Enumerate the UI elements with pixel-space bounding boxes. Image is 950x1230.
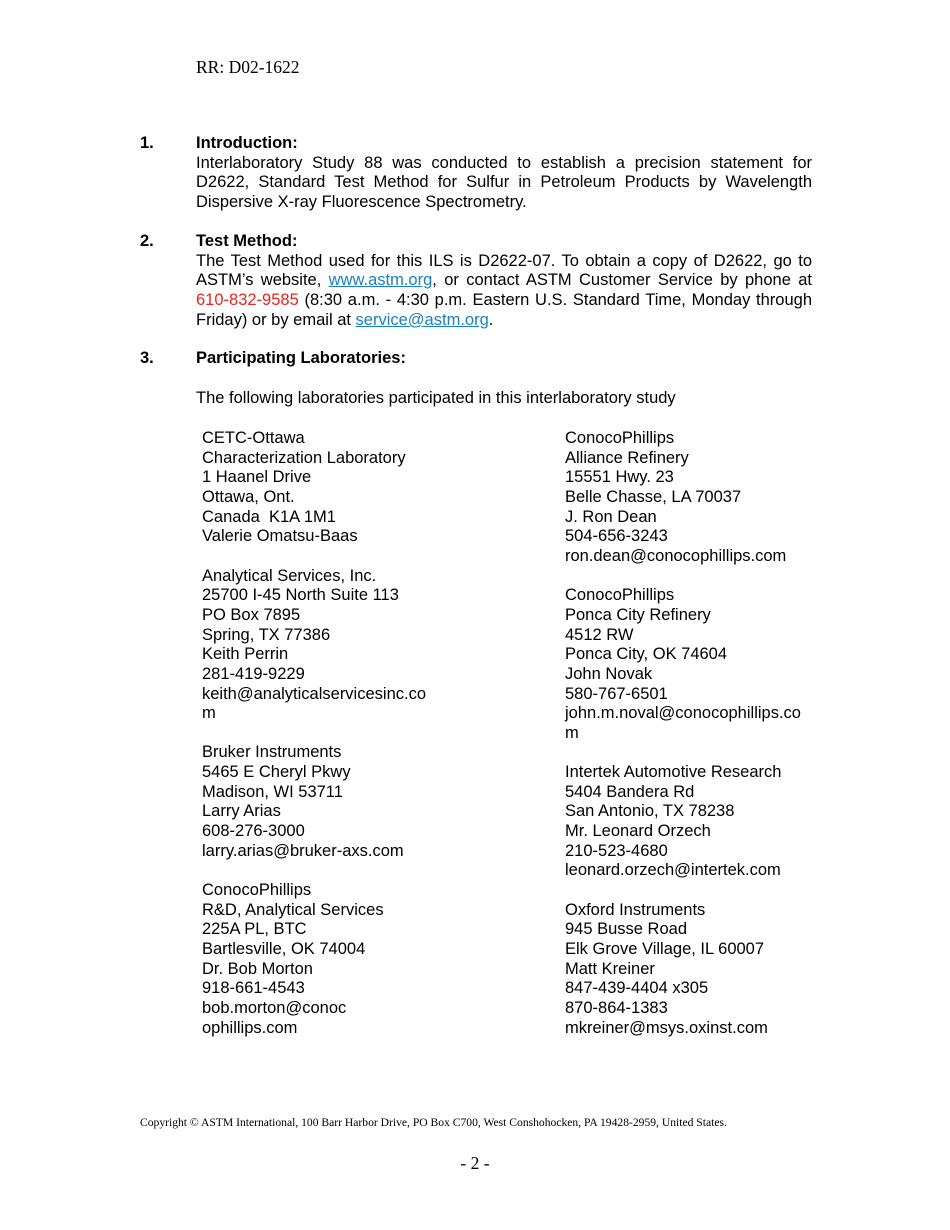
laboratory-detail-line: m [202,704,216,723]
laboratory-entry [202,429,442,547]
laboratory-list-right [565,429,815,1058]
section-text: Interlaboratory Study 88 was conducted to establish a precision statement for D2622, Standard Test Method for Sulfur in Petroleum Products by Wavelength Dispersive X-ray Fluorescence Spectrometry. [196,153,812,212]
laboratory-detail-line: mkreiner@msys.oxinst.com [565,1018,768,1037]
laboratory-detail-line: Elk Grove Village, IL 60007 [565,940,765,959]
laboratory-name: Oxford Instruments [565,900,706,919]
laboratory-detail-line: 5465 E Cheryl Pkwy [202,763,351,782]
laboratory-entry [565,763,815,881]
laboratory-detail-line: keith@analyticalservicesinc.co [202,684,427,703]
laboratory-detail-line: ron.dean@conocophillips.com [565,546,787,565]
copyright-footer: Copyright © ASTM International, 100 Barr Harbor Drive, PO Box C700, West Conshohocken, PA 19428-2959, United States. [140,1116,727,1129]
laboratory-name: Intertek Automotive Research [565,763,782,782]
section-participating-laboratories [140,349,812,369]
laboratory-detail-line: 4512 RW [565,625,634,644]
laboratory-detail-line: 210-523-4680 [565,841,668,860]
laboratory-entry [565,901,815,1039]
laboratory-name: Analytical Services, Inc. [202,566,377,585]
laboratory-name: ConocoPhillips [565,586,675,605]
laboratory-detail-line: 281-419-9229 [202,664,305,683]
laboratory-detail-line: 847-439-4404 x305 [565,979,709,998]
laboratory-detail-line: Belle Chasse, LA 70037 [565,487,742,506]
laboratory-detail-line: Keith Perrin [202,645,289,664]
section-title: Introduction: [196,134,298,152]
laboratory-detail-line: 870-864-1383 [565,998,668,1017]
laboratory-detail-line: m [565,723,579,742]
laboratory-detail-line: Larry Arias [202,802,281,821]
laboratory-entry [202,567,442,724]
section-text: The Test Method used for this ILS is D2622-07. To obtain a copy of D2622, go to ASTM’s website, [196,251,812,290]
laboratory-name: ConocoPhillips [565,429,675,447]
laboratory-detail-line: 5404 Bandera Rd [565,782,695,801]
laboratory-detail-line: R&D, Analytical Services [202,900,384,919]
laboratory-entry [565,586,815,743]
laboratory-detail-line: 504-656-3243 [565,527,668,546]
laboratory-detail-line: San Antonio, TX 78238 [565,802,735,821]
laboratory-detail-line: PO Box 7895 [202,605,301,624]
laboratory-detail-line: 608-276-3000 [202,822,305,841]
laboratory-detail-line: 25700 I-45 North Suite 113 [202,586,399,605]
laboratory-detail-line: ophillips.com [202,1018,298,1037]
laboratory-detail-line: Ottawa, Ont. [202,487,295,506]
laboratory-detail-line: Mr. Leonard Orzech [565,822,711,841]
astm-website-link[interactable]: www.astm.org [328,271,433,290]
laboratory-detail-line: leonard.orzech@intertek.com [565,861,781,880]
section-introduction [140,134,812,213]
laboratory-name: CETC-Ottawa [202,429,305,447]
section-title: Test Method: [196,232,298,250]
page-number: - 2 - [460,1153,490,1173]
section-text: . [488,310,494,329]
laboratory-detail-line: Characterization Laboratory [202,448,406,467]
laboratory-detail-line: 580-767-6501 [565,684,668,703]
laboratory-detail-line: John Novak [565,664,653,683]
report-number-header: RR: D02-1622 [196,57,300,77]
laboratory-detail-line: Ponca City, OK 74604 [565,645,728,664]
laboratory-detail-line: Spring, TX 77386 [202,625,331,644]
laboratory-detail-line: 225A PL, BTC [202,920,307,939]
section-number: 2. [140,232,154,250]
laboratory-detail-line: Madison, WI 53711 [202,782,343,801]
laboratory-list-left [202,429,442,1058]
section-number: 3. [140,349,154,367]
laboratory-detail-line: john.m.noval@conocophillips.co [565,704,801,723]
section-title: Participating Laboratories: [196,349,406,367]
service-email-link[interactable]: service@astm.org [355,310,489,329]
laboratory-detail-line: J. Ron Dean [565,507,657,526]
laboratory-detail-line: Valerie Omatsu-Baas [202,527,358,546]
laboratory-entry [202,743,442,861]
section-text: (8:30 a.m. - 4:30 p.m. Eastern U.S. Standard Time, Monday through Friday) or by email at [196,291,812,329]
laboratory-detail-line: 918-661-4543 [202,979,305,998]
laboratory-entry [202,881,442,1038]
laboratory-detail-line: 1 Haanel Drive [202,468,312,487]
laboratory-detail-line: larry.arias@bruker-axs.com [202,841,404,860]
laboratory-name: Bruker Instruments [202,743,342,762]
laboratory-detail-line: bob.morton@conoc [202,998,347,1017]
laboratory-detail-line: 15551 Hwy. 23 [565,468,674,487]
laboratory-detail-line: Bartlesville, OK 74004 [202,940,366,959]
laboratory-detail-line: 945 Busse Road [565,920,688,939]
laboratory-detail-line: Canada K1A 1M1 [202,507,336,526]
section-number: 1. [140,134,154,152]
section-text: , or contact ASTM Customer Service by phone at [432,271,812,290]
laboratory-detail-line: Dr. Bob Morton [202,959,313,978]
laboratory-name: ConocoPhillips [202,881,312,900]
laboratory-detail-line: Alliance Refinery [565,448,689,467]
laboratory-entry [565,429,815,567]
laboratory-detail-line: Matt Kreiner [565,959,655,978]
section-test-method [140,232,812,331]
laboratories-lead-text: The following laboratories participated in this interlaboratory study [196,389,676,407]
laboratory-detail-line: Ponca City Refinery [565,605,711,624]
phone-number: 610-832-9585 [196,291,299,310]
